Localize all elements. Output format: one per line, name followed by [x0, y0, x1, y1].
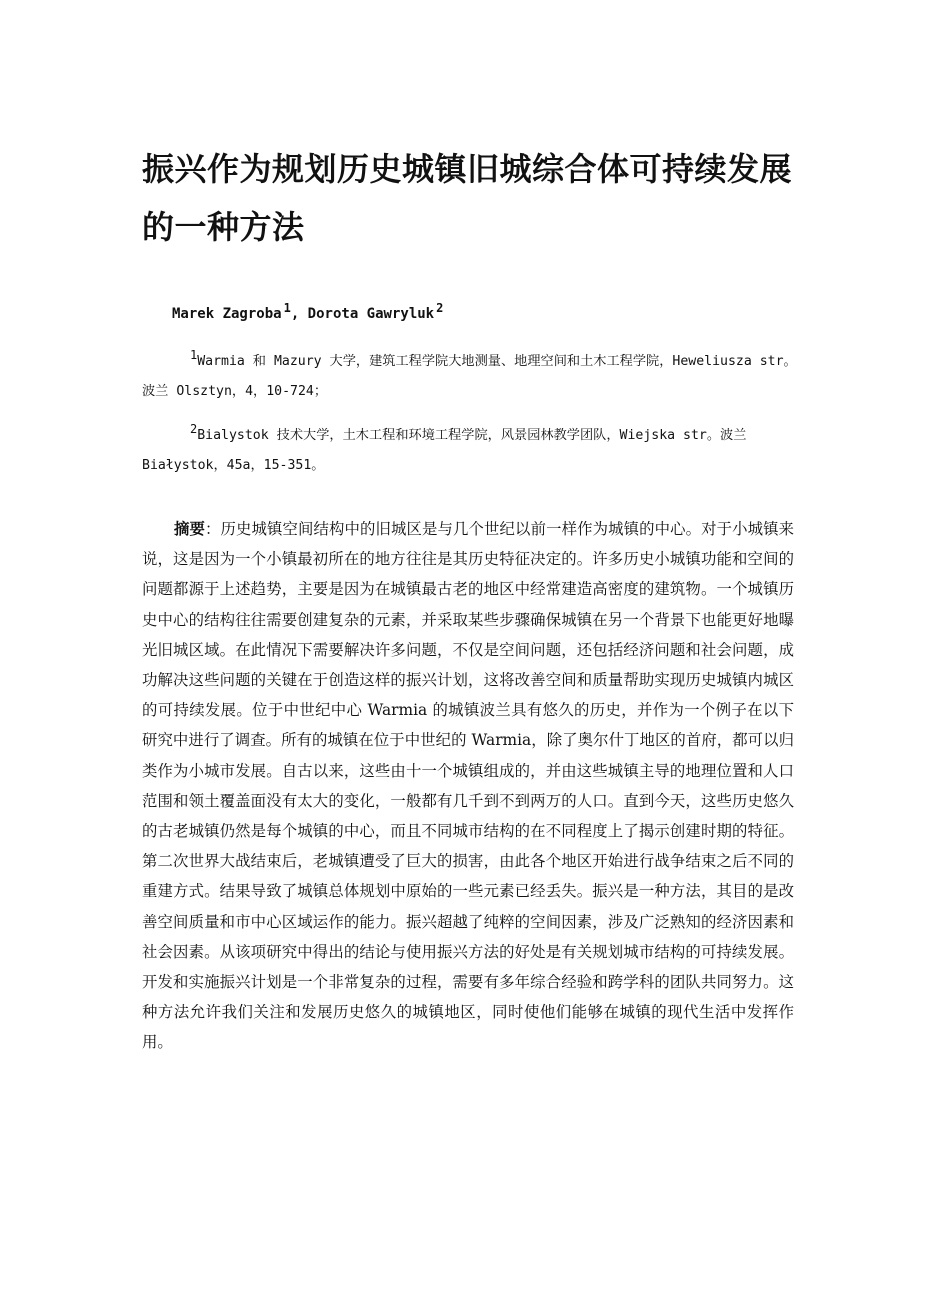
author-separator: , [290, 306, 308, 322]
affiliation-text: Warmia 和 Mazury 大学，建筑工程学院大地测量、地理空间和土木工程学院，Heweliusza str。波兰 Olsztyn，4，10-724； [142, 354, 797, 399]
author-line [172, 294, 443, 328]
abstract [142, 514, 794, 1058]
affiliation-1 [142, 340, 802, 407]
author-affiliation-mark: 2 [436, 301, 444, 315]
author-affiliation-mark: 1 [283, 301, 291, 315]
affiliation-text: Bialystok 技术大学，土木工程和环境工程学院，风景园林教学团队，Wiejska str。波兰 Białystok，45a，15-351。 [142, 428, 747, 473]
affiliation-mark: 1 [190, 348, 198, 362]
abstract-label: 摘要 [174, 520, 206, 538]
affiliation-mark: 2 [190, 422, 198, 436]
abstract-text: 历史城镇空间结构中的旧城区是与几个世纪以前一样作为城镇的中心。对于小城镇来说，这是因为一个小镇最初所在的地方往往是其历史特征决定的。许多历史小城镇功能和空间的问题都源于上述趋势，主要是因为在城镇最古老的地区中经常建造高密度的建筑物。一个城镇历史中心的结构往往需要创建复杂的元素，并采取某些步骤确保城镇在另一个背景下也能更好地曝光旧城区域。在此情况下需要解决许多问题，不仅是空间问题，还包括经济问题和社会问题，成功解决这些问题的关键在于创造这样的振兴计划，这将改善空间和质量帮助实现历史城镇内城区的可持续发展。位于中世纪中心 Warmia 的城镇波兰具有悠久的历史，并作为一个例子在以下研究中进行了调查。所有的城镇在位于中世纪的 Warmia，除了奥尔什丁地区的首府，都可以归类作为小城市发展。自古以来，这些由十一个城镇组成的，并由这些城镇主导的地理位置和人口范围和领土覆盖面没有太大的变化，一般都有几千到不到两万的人口。直到今天，这些历史悠久的古老城镇仍然是每个城镇的中心，而且不同城市结构的在不同程度上了揭示创建时期的特征。第二次世界大战结束后，老城镇遭受了巨大的损害，由此各个地区开始进行战争结束之后不同的重建方式。结果导致了城镇总体规划中原始的一些元素已经丢失。振兴是一种方法，其目的是改善空间质量和市中心区域运作的能力。振兴超越了纯粹的空间因素，涉及广泛熟知的经济因素和社会因素。从该项研究中得出的结论与使用振兴方法的好处是有关规划城市结构的可持续发展。开发和实施振兴计划是一个非常复杂的过程，需要有多年综合经验和跨学科的团队共同努力。这种方法允许我们关注和发展历史悠久的城镇地区，同时使他们能够在城镇的现代生活中发挥作用。 [142, 520, 794, 1052]
abstract-colon: ： [205, 520, 221, 538]
paper-title: 振兴作为规划历史城镇旧城综合体可持续发展的一种方法 [142, 150, 793, 246]
author-name: Marek Zagroba [172, 306, 282, 322]
affiliation-2 [142, 414, 802, 481]
author-name: Dorota Gawryluk [307, 306, 435, 322]
